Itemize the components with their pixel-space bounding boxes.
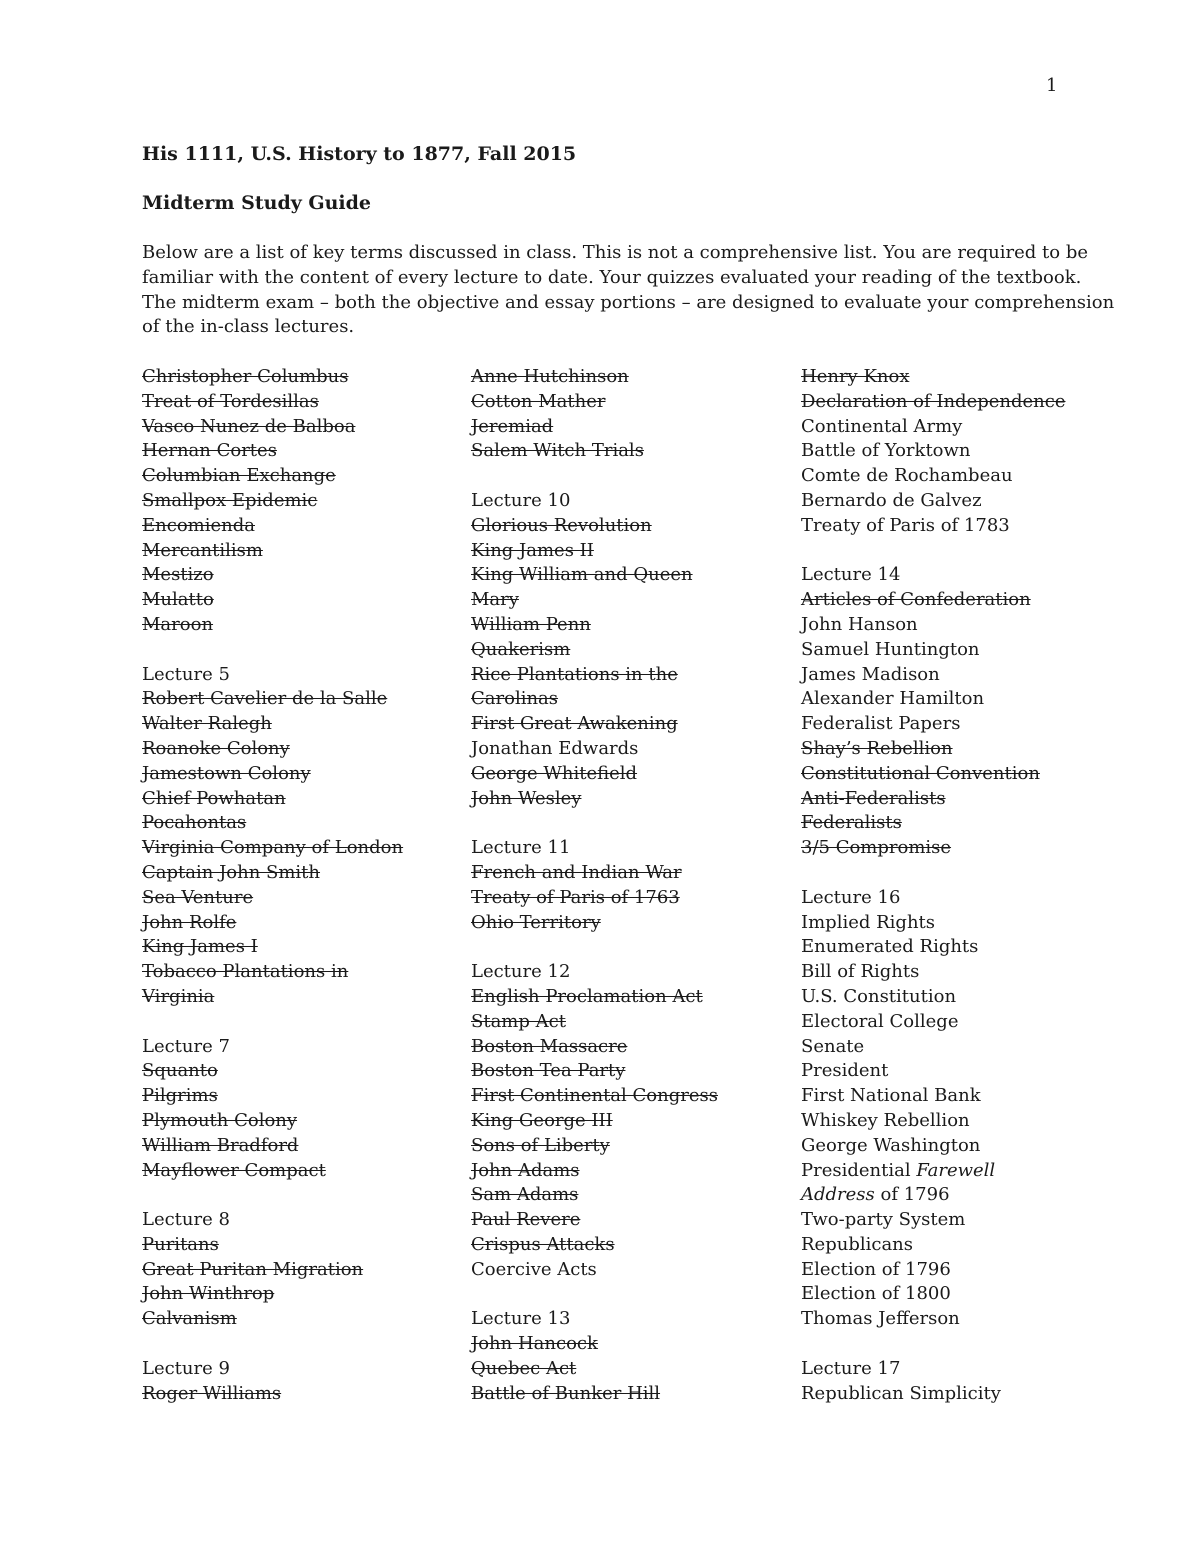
term-crossed-out: Salem Witch Trials (471, 440, 644, 462)
term: Election of 1800 (801, 1283, 951, 1305)
term-crossed-out: King James I (142, 936, 258, 958)
term-crossed-out: William Bradford (142, 1134, 299, 1156)
lecture-heading: Lecture 13 (471, 1308, 571, 1330)
term-crossed-out: Encomienda (142, 514, 255, 536)
intro-line: familiar with the content of every lecture to date. Your quizzes evaluated your reading of the textbook. (142, 266, 1082, 288)
term-crossed-out: Great Puritan Migration (142, 1258, 364, 1280)
term-crossed-out: John Adams (471, 1159, 580, 1181)
term-crossed-out: Virginia (142, 985, 215, 1007)
intro-line: of the in-class lectures. (142, 316, 355, 338)
term: U.S. Constitution (801, 985, 957, 1007)
term-crossed-out: Anti-Federalists (801, 787, 946, 809)
term-crossed-out: King George III (471, 1109, 613, 1131)
term-crossed-out: Battle of Bunker Hill (471, 1382, 661, 1404)
term: Thomas Jefferson (801, 1308, 960, 1330)
term-crossed-out: Jeremiad (471, 415, 554, 437)
spacer (801, 861, 1066, 886)
page-number: 1 (1046, 75, 1058, 96)
term: Samuel Huntington (801, 638, 980, 660)
term-crossed-out: Glorious Revolution (471, 514, 652, 536)
term: Bill of Rights (801, 961, 920, 983)
term: Comte de Rochambeau (801, 465, 1013, 487)
spacer (471, 1282, 718, 1307)
lecture-heading: Lecture 17 (801, 1357, 901, 1379)
term-crossed-out: Walter Ralegh (142, 713, 272, 735)
term-crossed-out: 3/5 Compromise (801, 837, 952, 859)
term: Battle of Yorktown (801, 440, 971, 462)
spacer (142, 1010, 403, 1035)
lecture-heading: Lecture 14 (801, 564, 901, 586)
term-crossed-out: Rice Plantations in the (471, 663, 678, 685)
term-crossed-out: Stamp Act (471, 1010, 566, 1032)
term-crossed-out: John Winthrop (142, 1283, 275, 1305)
term-crossed-out: Ohio Territory (471, 911, 601, 933)
term-crossed-out: Boston Massacre (471, 1035, 628, 1057)
term-crossed-out: Roger Williams (142, 1382, 282, 1404)
term-crossed-out: Mary (471, 589, 519, 611)
term-crossed-out: Quakerism (471, 638, 571, 660)
term-crossed-out: Crispus Attacks (471, 1233, 615, 1255)
lecture-heading: Lecture 10 (471, 489, 571, 511)
lecture-heading: Lecture 9 (142, 1357, 230, 1379)
intro-paragraph (142, 241, 1115, 340)
term-crossed-out: Virginia Company of London (142, 837, 404, 859)
term-crossed-out: John Hancock (471, 1333, 598, 1355)
term-crossed-out: Sea Venture (142, 886, 254, 908)
term-crossed-out: Paul Revere (471, 1209, 581, 1231)
term-crossed-out: King William and Queen (471, 564, 693, 586)
term-crossed-out: Treaty of Paris of 1763 (471, 886, 680, 908)
term: Republican Simplicity (801, 1382, 1001, 1404)
term-crossed-out: John Wesley (471, 787, 582, 809)
spacer (471, 935, 718, 960)
term: Jonathan Edwards (471, 737, 639, 759)
term-crossed-out: Articles of Confederation (801, 589, 1031, 611)
lecture-heading: Lecture 5 (142, 663, 230, 685)
spacer (801, 539, 1066, 564)
term-crossed-out: Constitutional Convention (801, 762, 1040, 784)
term-crossed-out: Christopher Columbus (142, 366, 349, 387)
term-crossed-out: King James II (471, 539, 594, 561)
term-crossed-out: French and Indian War (471, 861, 682, 883)
intro-line: Below are a list of key terms discussed in class. This is not a comprehensive list. You are required to be (142, 242, 1088, 263)
lecture-heading: Lecture 12 (471, 961, 571, 983)
terms-column-1 (142, 365, 403, 1406)
term-crossed-out: Maroon (142, 613, 214, 635)
term: Republicans (801, 1233, 913, 1255)
spacer (142, 1332, 403, 1357)
term-crossed-out: George Whitefield (471, 762, 638, 784)
term-crossed-out: Mercantilism (142, 539, 263, 561)
term-crossed-out: Squanto (142, 1060, 218, 1082)
term-crossed-out: Shay’s Rebellion (801, 737, 953, 759)
term: Electoral College (801, 1010, 959, 1032)
term-crossed-out: Vasco Nunez de Balboa (142, 415, 356, 437)
term: President (801, 1060, 889, 1082)
term: Bernardo de Galvez (801, 489, 982, 511)
term-crossed-out: Calvanism (142, 1308, 237, 1330)
term-crossed-out: Mestizo (142, 564, 214, 586)
term: Two-party System (801, 1209, 966, 1231)
spacer (142, 1183, 403, 1208)
term-crossed-out: Federalists (801, 812, 902, 834)
document-subtitle: Midterm Study Guide (142, 192, 372, 214)
term-crossed-out: Jamestown Colony (142, 762, 311, 784)
lecture-heading: Lecture 11 (471, 837, 571, 859)
term-crossed-out: Mulatto (142, 589, 214, 611)
term: Coercive Acts (471, 1258, 597, 1280)
term-crossed-out: Roanoke Colony (142, 737, 290, 759)
spacer (471, 464, 718, 489)
terms-column-3 (801, 365, 1066, 1406)
term: Implied Rights (801, 911, 936, 933)
spacer (471, 811, 718, 836)
term: Alexander Hamilton (801, 688, 985, 710)
terms-column-2 (471, 365, 718, 1406)
term (801, 1183, 1066, 1208)
term-crossed-out: Cotton Mather (471, 390, 606, 412)
term: Election of 1796 (801, 1258, 951, 1280)
term: Continental Army (801, 415, 963, 437)
term-crossed-out: Captain John Smith (142, 861, 321, 883)
term-crossed-out: John Rolfe (142, 911, 237, 933)
term: Senate (801, 1035, 865, 1057)
term-crossed-out: English Proclamation Act (471, 985, 703, 1007)
term-crossed-out: Plymouth Colony (142, 1109, 298, 1131)
lecture-heading: Lecture 7 (142, 1035, 230, 1057)
term-crossed-out: Robert Cavelier de la Salle (142, 688, 388, 710)
term: First National Bank (801, 1085, 981, 1107)
term-crossed-out: Treat of Tordesillas (142, 390, 319, 412)
term-crossed-out: Mayflower Compact (142, 1159, 326, 1181)
term-crossed-out: First Great Awakening (471, 713, 678, 735)
term-crossed-out: Sam Adams (471, 1184, 579, 1206)
term (801, 1159, 1066, 1184)
term-crossed-out: William Penn (471, 613, 591, 635)
term: Federalist Papers (801, 713, 961, 735)
lecture-heading: Lecture 8 (142, 1209, 230, 1231)
term-crossed-out: Declaration of Independence (801, 390, 1066, 412)
term-crossed-out: Puritans (142, 1233, 219, 1255)
lecture-heading: Lecture 16 (801, 886, 901, 908)
term-italic: Address (801, 1184, 875, 1206)
term-crossed-out: Chief Powhatan (142, 787, 286, 809)
term-text: of 1796 (874, 1184, 950, 1206)
term-italic: Farewell (916, 1159, 996, 1181)
term-crossed-out: Hernan Cortes (142, 440, 277, 462)
term-crossed-out: Sons of Liberty (471, 1134, 610, 1156)
term-crossed-out: Smallpox Epidemic (142, 489, 318, 511)
term-crossed-out: Carolinas (471, 688, 559, 710)
spacer (142, 638, 403, 663)
term-text: Presidential (801, 1159, 917, 1181)
term-crossed-out: Pocahontas (142, 812, 247, 834)
term-crossed-out: Quebec Act (471, 1357, 577, 1379)
term-crossed-out: Pilgrims (142, 1085, 218, 1107)
term: George Washington (801, 1134, 981, 1156)
term-crossed-out: Columbian Exchange (142, 465, 336, 487)
spacer (801, 1332, 1066, 1357)
term: Enumerated Rights (801, 936, 979, 958)
term-crossed-out: Tobacco Plantations in (142, 961, 349, 983)
document-title: His 1111, U.S. History to 1877, Fall 2015 (142, 143, 577, 165)
intro-line: The midterm exam – both the objective and essay portions – are designed to evaluate your comprehension (142, 291, 1115, 313)
term: John Hanson (801, 613, 918, 635)
term: James Madison (801, 663, 940, 685)
term-crossed-out: Boston Tea Party (471, 1060, 626, 1082)
term-crossed-out: Henry Knox (801, 366, 910, 387)
term-crossed-out: Anne Hutchinson (471, 366, 629, 387)
term-crossed-out: First Continental Congress (471, 1085, 718, 1107)
term: Whiskey Rebellion (801, 1109, 970, 1131)
term: Treaty of Paris of 1783 (801, 514, 1010, 536)
